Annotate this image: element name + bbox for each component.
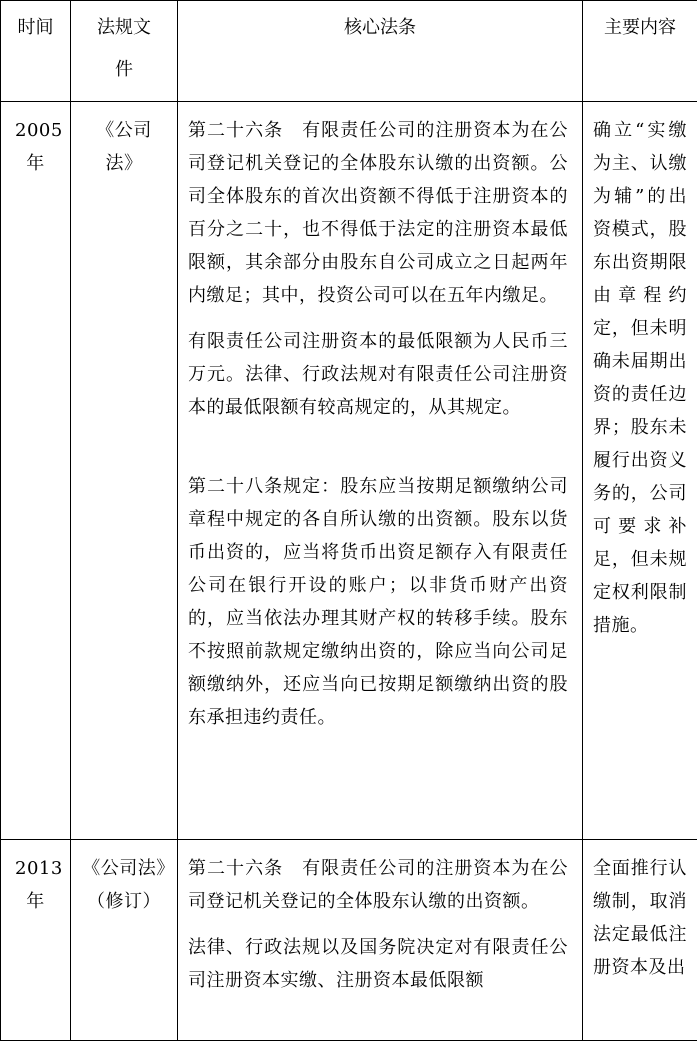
row-time: 2005年 xyxy=(1,102,70,180)
cell-time xyxy=(1,102,71,840)
row-core xyxy=(178,102,582,734)
core-paragraph: 法律、行政法规以及国务院决定对有限责任公司注册资本实缴、注册资本最低限额 xyxy=(188,931,568,997)
row-file: 《公司法》 xyxy=(71,102,177,180)
header-main xyxy=(583,1,697,102)
header-main-label: 主要内容 xyxy=(583,1,697,49)
header-file xyxy=(71,1,178,102)
row-core xyxy=(178,840,582,997)
table-row xyxy=(1,840,697,1041)
cell-time xyxy=(1,840,71,1041)
core-paragraph: 第二十六条 有限责任公司的注册资本为在公司登记机关登记的全体股东认缴的出资额。公司全体股东的首次出资额不得低于注册资本的百分之二十，也不得低于法定的注册资本最低限额，其余部分由股东自公司成立之日起两年内缴足；其中，投资公司可以在五年内缴足。 xyxy=(188,114,568,312)
cell-core xyxy=(178,102,583,840)
row-file: 《公司法》（修订） xyxy=(71,840,177,918)
table-header-row xyxy=(1,1,697,102)
cell-file xyxy=(71,840,178,1041)
row-main: 确立“实缴为主、认缴为辅”的出资模式，股东出资期限由章程约定，但未明确未届期出资的责任边界；股东未履行出资义务的，公司可要求补足，但未规定权利限制措施。 xyxy=(583,102,697,642)
cell-main xyxy=(583,102,697,840)
header-core-label: 核心法条 xyxy=(178,1,582,49)
row-time: 2013年 xyxy=(1,840,70,918)
header-time-label: 时间 xyxy=(1,1,70,49)
cell-main xyxy=(583,840,697,1041)
core-paragraph: 第二十六条 有限责任公司的注册资本为在公司登记机关登记的全体股东认缴的出资额。 xyxy=(188,852,568,918)
header-time xyxy=(1,1,71,102)
cell-core xyxy=(178,840,583,1041)
header-core xyxy=(178,1,583,102)
header-file-label: 法规文件 xyxy=(71,1,177,91)
row-main: 全面推行认缴制，取消法定最低注册资本及出 xyxy=(583,840,697,984)
core-paragraph: 第二十八条规定：股东应当按期足额缴纳公司章程中规定的各自所认缴的出资额。股东以货币出资的，应当将货币出资足额存入有限责任公司在银行开设的账户；以非货币财产出资的，应当依法办理其财产权的转移手续。股东不按照前款规定缴纳出资的，除应当向公司足额缴纳外，还应当向已按期足额缴纳出资的股东承担违约责任。 xyxy=(188,470,568,734)
core-paragraph: 有限责任公司注册资本的最低限额为人民币三万元。法律、行政法规对有限责任公司注册资本的最低限额有较高规定的，从其规定。 xyxy=(188,325,568,424)
cell-file xyxy=(71,102,178,840)
table-row xyxy=(1,102,697,840)
